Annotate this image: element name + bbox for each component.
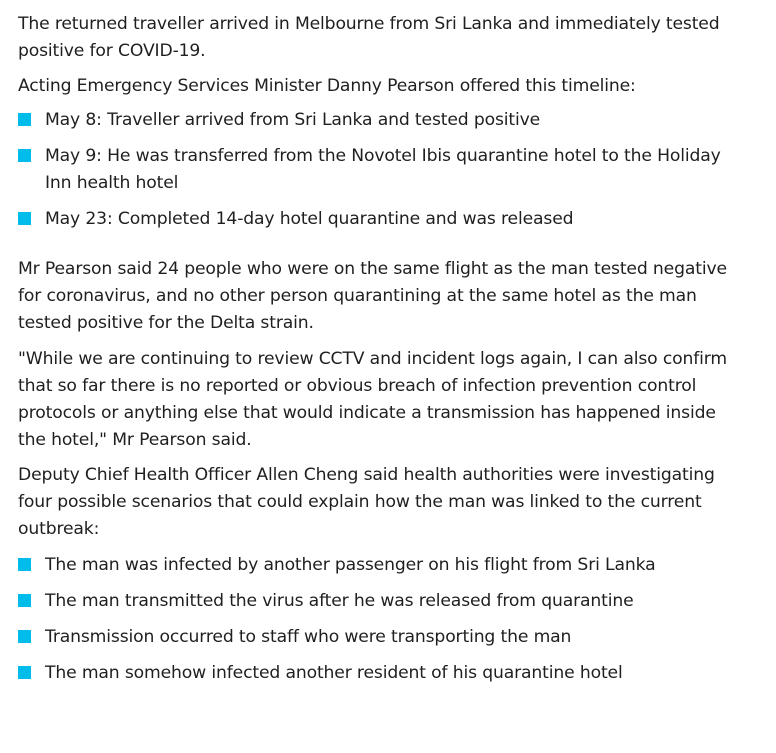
square-bullet-icon <box>18 212 31 225</box>
paragraph-intro: The returned traveller arrived in Melbourne from Sri Lanka and immediately tested positive for COVID-19. <box>18 14 720 61</box>
list-item-text: The man was infected by another passenger on his flight from Sri Lanka <box>45 555 656 575</box>
timeline-list <box>18 107 738 233</box>
list-item <box>18 588 738 615</box>
list-item <box>18 660 738 687</box>
square-bullet-icon <box>18 558 31 571</box>
list-item-text: Transmission occurred to staff who were transporting the man <box>45 627 572 647</box>
article-body <box>18 11 738 696</box>
square-bullet-icon <box>18 666 31 679</box>
list-item <box>18 552 738 579</box>
paragraph-quote: "While we are continuing to review CCTV and incident logs again, I can also confirm that so far there is no reported or obvious breach of infection prevention control protocols or anything else that would indicate a transmission has happened inside the hotel," Mr Pearson said. <box>18 349 727 450</box>
scenarios-list <box>18 552 738 687</box>
square-bullet-icon <box>18 113 31 126</box>
paragraph-scenarios-intro: Deputy Chief Health Officer Allen Cheng said health authorities were investigating four possible scenarios that could explain how the man was linked to the current outbreak: <box>18 465 715 539</box>
list-item-text: The man transmitted the virus after he was released from quarantine <box>45 591 634 611</box>
list-item-text: May 9: He was transferred from the Novotel Ibis quarantine hotel to the Holiday Inn health hotel <box>45 146 721 193</box>
list-item <box>18 107 738 134</box>
square-bullet-icon <box>18 594 31 607</box>
list-item <box>18 624 738 651</box>
list-item <box>18 143 738 197</box>
square-bullet-icon <box>18 149 31 162</box>
paragraph-flight-results: Mr Pearson said 24 people who were on the same flight as the man tested negative for coronavirus, and no other person quarantining at the same hotel as the man tested positive for the Delta strain. <box>18 259 727 333</box>
list-item-text: The man somehow infected another resident of his quarantine hotel <box>45 663 623 683</box>
paragraph-timeline-intro: Acting Emergency Services Minister Danny Pearson offered this timeline: <box>18 76 636 96</box>
list-item <box>18 206 738 233</box>
list-item-text: May 8: Traveller arrived from Sri Lanka and tested positive <box>45 110 541 130</box>
list-item-text: May 23: Completed 14-day hotel quarantine and was released <box>45 209 574 229</box>
square-bullet-icon <box>18 630 31 643</box>
